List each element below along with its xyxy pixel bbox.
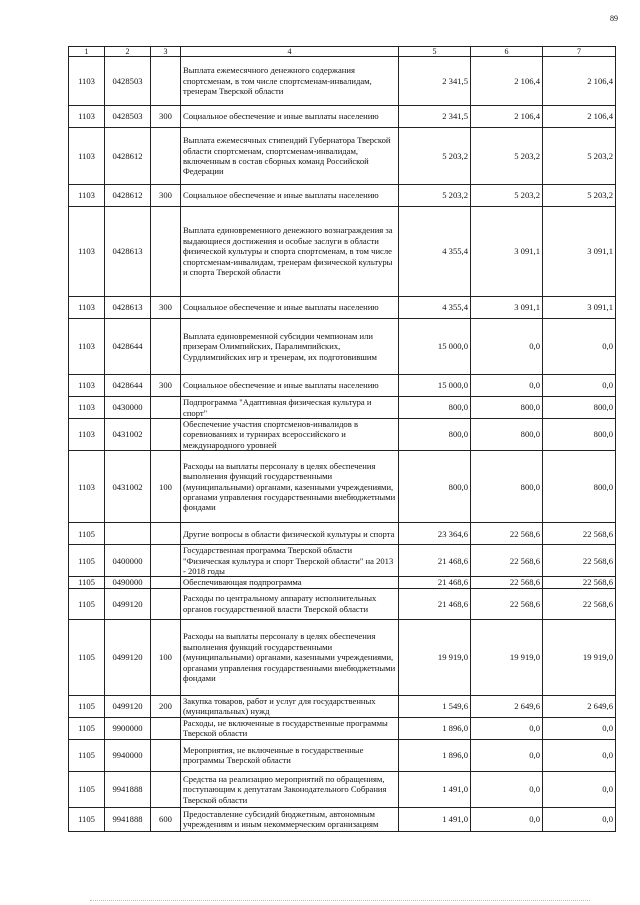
amount-year-3: 19 919,0	[543, 619, 616, 695]
amount-year-1: 5 203,2	[399, 128, 471, 185]
table-row	[69, 419, 616, 451]
item-description: Расходы на выплаты персоналу в целях обеспечения выполнения функций государственными (муниципальными) органами, казенными учреждениями, органами управления государственными внебюджетными фондами	[181, 619, 399, 695]
amount-year-2: 3 091,1	[471, 297, 543, 319]
expense-type-code	[151, 771, 181, 807]
amount-year-2: 0,0	[471, 807, 543, 831]
table-row	[69, 695, 616, 717]
amount-year-1: 23 364,6	[399, 523, 471, 545]
amount-year-3: 0,0	[543, 375, 616, 397]
item-description: Социальное обеспечение и иные выплаты населению	[181, 375, 399, 397]
section-code: 1105	[69, 545, 105, 577]
expense-type-code: 100	[151, 619, 181, 695]
amount-year-1: 5 203,2	[399, 185, 471, 207]
table-header-row	[69, 47, 616, 57]
amount-year-3: 2 106,4	[543, 106, 616, 128]
amount-year-1: 800,0	[399, 419, 471, 451]
target-code: 0428613	[105, 297, 151, 319]
amount-year-3: 0,0	[543, 807, 616, 831]
item-description: Подпрограмма "Адаптивная физическая культура и спорт"	[181, 397, 399, 419]
expense-type-code	[151, 397, 181, 419]
column-header: 3	[151, 47, 181, 57]
section-code: 1103	[69, 451, 105, 523]
section-code: 1103	[69, 207, 105, 297]
item-description: Обеспечивающая подпрограмма	[181, 577, 399, 588]
amount-year-3: 3 091,1	[543, 297, 616, 319]
item-description: Расходы по центральному аппарату исполнительных органов государственной власти Тверской области	[181, 588, 399, 619]
target-code: 0428613	[105, 207, 151, 297]
amount-year-2: 0,0	[471, 375, 543, 397]
scan-edge-line	[90, 900, 590, 902]
item-description: Предоставление субсидий бюджетным, автономным учреждениям и иным некоммерческим организациям	[181, 807, 399, 831]
amount-year-1: 2 341,5	[399, 106, 471, 128]
item-description: Расходы, не включенные в государственные программы Тверской области	[181, 717, 399, 739]
section-code: 1105	[69, 523, 105, 545]
section-code: 1103	[69, 297, 105, 319]
amount-year-2: 22 568,6	[471, 523, 543, 545]
amount-year-2: 22 568,6	[471, 545, 543, 577]
expense-type-code	[151, 523, 181, 545]
amount-year-3: 0,0	[543, 739, 616, 771]
amount-year-2: 0,0	[471, 319, 543, 375]
table-row	[69, 397, 616, 419]
expense-type-code: 300	[151, 185, 181, 207]
section-code: 1105	[69, 588, 105, 619]
section-code: 1103	[69, 106, 105, 128]
amount-year-3: 0,0	[543, 717, 616, 739]
expense-type-code	[151, 545, 181, 577]
expense-type-code	[151, 319, 181, 375]
item-description: Выплата ежемесячного денежного содержания спортсменам, в том числе спортсменам-инвалидам, тренерам Тверской области	[181, 57, 399, 106]
expense-type-code	[151, 419, 181, 451]
target-code: 0431002	[105, 451, 151, 523]
amount-year-1: 21 468,6	[399, 577, 471, 588]
table-row	[69, 319, 616, 375]
target-code: 0490000	[105, 577, 151, 588]
table-row	[69, 106, 616, 128]
target-code: 0499120	[105, 695, 151, 717]
item-description: Социальное обеспечение и иные выплаты населению	[181, 185, 399, 207]
section-code: 1103	[69, 185, 105, 207]
budget-table	[68, 46, 616, 832]
item-description: Социальное обеспечение и иные выплаты населению	[181, 297, 399, 319]
expense-type-code	[151, 588, 181, 619]
expense-type-code	[151, 717, 181, 739]
item-description: Обеспечение участия спортсменов-инвалидов в соревнованиях и турнирах всероссийского и международного уровней	[181, 419, 399, 451]
table-row	[69, 375, 616, 397]
amount-year-1: 1 491,0	[399, 771, 471, 807]
amount-year-2: 22 568,6	[471, 577, 543, 588]
table-row	[69, 451, 616, 523]
amount-year-3: 5 203,2	[543, 185, 616, 207]
section-code: 1103	[69, 419, 105, 451]
section-code: 1103	[69, 319, 105, 375]
item-description: Закупка товаров, работ и услуг для государственных (муниципальных) нужд	[181, 695, 399, 717]
column-header: 4	[181, 47, 399, 57]
section-code: 1103	[69, 128, 105, 185]
target-code: 0499120	[105, 588, 151, 619]
column-header: 6	[471, 47, 543, 57]
page-number: 89	[610, 14, 618, 23]
target-code: 9941888	[105, 771, 151, 807]
target-code: 0499120	[105, 619, 151, 695]
amount-year-3: 800,0	[543, 419, 616, 451]
item-description: Другие вопросы в области физической культуры и спорта	[181, 523, 399, 545]
table-row	[69, 619, 616, 695]
amount-year-3: 800,0	[543, 397, 616, 419]
target-code: 0428612	[105, 128, 151, 185]
section-code: 1105	[69, 695, 105, 717]
amount-year-3: 2 649,6	[543, 695, 616, 717]
amount-year-1: 4 355,4	[399, 207, 471, 297]
table-row	[69, 739, 616, 771]
expense-type-code: 300	[151, 297, 181, 319]
amount-year-2: 2 106,4	[471, 106, 543, 128]
amount-year-3: 2 106,4	[543, 57, 616, 106]
amount-year-2: 3 091,1	[471, 207, 543, 297]
amount-year-1: 1 491,0	[399, 807, 471, 831]
item-description: Мероприятия, не включенные в государственные программы Тверской области	[181, 739, 399, 771]
amount-year-2: 800,0	[471, 397, 543, 419]
amount-year-3: 22 568,6	[543, 588, 616, 619]
amount-year-2: 5 203,2	[471, 128, 543, 185]
amount-year-2: 800,0	[471, 419, 543, 451]
expense-type-code	[151, 207, 181, 297]
amount-year-1: 15 000,0	[399, 319, 471, 375]
expense-type-code	[151, 577, 181, 588]
section-code: 1103	[69, 397, 105, 419]
expense-type-code	[151, 739, 181, 771]
expense-type-code: 300	[151, 106, 181, 128]
target-code: 9941888	[105, 807, 151, 831]
amount-year-1: 15 000,0	[399, 375, 471, 397]
amount-year-2: 0,0	[471, 771, 543, 807]
amount-year-3: 5 203,2	[543, 128, 616, 185]
item-description: Расходы на выплаты персоналу в целях обеспечения выполнения функций государственными (муниципальными) органами, казенными учреждениями, органами управления государственными внебюджетными фондами	[181, 451, 399, 523]
expense-type-code: 600	[151, 807, 181, 831]
amount-year-2: 5 203,2	[471, 185, 543, 207]
amount-year-1: 21 468,6	[399, 545, 471, 577]
section-code: 1105	[69, 807, 105, 831]
target-code: 0400000	[105, 545, 151, 577]
column-header: 2	[105, 47, 151, 57]
amount-year-1: 21 468,6	[399, 588, 471, 619]
amount-year-1: 1 896,0	[399, 717, 471, 739]
amount-year-3: 22 568,6	[543, 545, 616, 577]
column-header: 5	[399, 47, 471, 57]
amount-year-3: 800,0	[543, 451, 616, 523]
target-code: 0428644	[105, 319, 151, 375]
section-code: 1105	[69, 739, 105, 771]
column-header: 1	[69, 47, 105, 57]
target-code: 0428503	[105, 106, 151, 128]
item-description: Выплата единовременного денежного вознаграждения за выдающиеся достижения и особые заслуги в области физической культуры и спорта спортсменам, в том числе спортсменам-инвалидам, тренерам физической культуры и спорта Тверской области	[181, 207, 399, 297]
target-code: 0431002	[105, 419, 151, 451]
table-row	[69, 57, 616, 106]
column-header: 7	[543, 47, 616, 57]
expense-type-code: 100	[151, 451, 181, 523]
target-code: 0430000	[105, 397, 151, 419]
table-row	[69, 807, 616, 831]
table-row	[69, 523, 616, 545]
item-description: Выплата ежемесячных стипендий Губернатора Тверской области спортсменам, спортсменам-инвалидам, включенным в состав сборных команд Российской Федерации	[181, 128, 399, 185]
amount-year-1: 1 896,0	[399, 739, 471, 771]
target-code	[105, 523, 151, 545]
amount-year-1: 2 341,5	[399, 57, 471, 106]
table-row	[69, 128, 616, 185]
amount-year-1: 19 919,0	[399, 619, 471, 695]
amount-year-3: 22 568,6	[543, 577, 616, 588]
target-code: 9900000	[105, 717, 151, 739]
section-code: 1105	[69, 619, 105, 695]
amount-year-1: 1 549,6	[399, 695, 471, 717]
amount-year-1: 800,0	[399, 451, 471, 523]
section-code: 1105	[69, 577, 105, 588]
amount-year-2: 19 919,0	[471, 619, 543, 695]
target-code: 0428644	[105, 375, 151, 397]
section-code: 1105	[69, 771, 105, 807]
table-row	[69, 717, 616, 739]
table-row	[69, 771, 616, 807]
table-row	[69, 588, 616, 619]
section-code: 1103	[69, 57, 105, 106]
amount-year-2: 0,0	[471, 739, 543, 771]
amount-year-1: 800,0	[399, 397, 471, 419]
expense-type-code: 300	[151, 375, 181, 397]
amount-year-3: 3 091,1	[543, 207, 616, 297]
expense-type-code	[151, 128, 181, 185]
item-description: Социальное обеспечение и иные выплаты населению	[181, 106, 399, 128]
table-row	[69, 545, 616, 577]
amount-year-2: 800,0	[471, 451, 543, 523]
item-description: Выплата единовременной субсидии чемпионам или призерам Олимпийских, Паралимпийских, Сурдлимпийских игр и тренерам, их подготовившим	[181, 319, 399, 375]
expense-type-code	[151, 57, 181, 106]
item-description: Государственная программа Тверской области "Физическая культура и спорт Тверской области" на 2013 - 2018 годы	[181, 545, 399, 577]
table-row	[69, 207, 616, 297]
item-description: Средства на реализацию мероприятий по обращениям, поступающим к депутатам Законодательного Собрания Тверской области	[181, 771, 399, 807]
table-row	[69, 577, 616, 588]
amount-year-2: 0,0	[471, 717, 543, 739]
amount-year-2: 2 106,4	[471, 57, 543, 106]
section-code: 1105	[69, 717, 105, 739]
target-code: 9940000	[105, 739, 151, 771]
section-code: 1103	[69, 375, 105, 397]
amount-year-3: 0,0	[543, 319, 616, 375]
amount-year-1: 4 355,4	[399, 297, 471, 319]
amount-year-3: 22 568,6	[543, 523, 616, 545]
amount-year-2: 2 649,6	[471, 695, 543, 717]
expense-type-code: 200	[151, 695, 181, 717]
amount-year-3: 0,0	[543, 771, 616, 807]
table-row	[69, 185, 616, 207]
table-row	[69, 297, 616, 319]
amount-year-2: 22 568,6	[471, 588, 543, 619]
target-code: 0428612	[105, 185, 151, 207]
target-code: 0428503	[105, 57, 151, 106]
